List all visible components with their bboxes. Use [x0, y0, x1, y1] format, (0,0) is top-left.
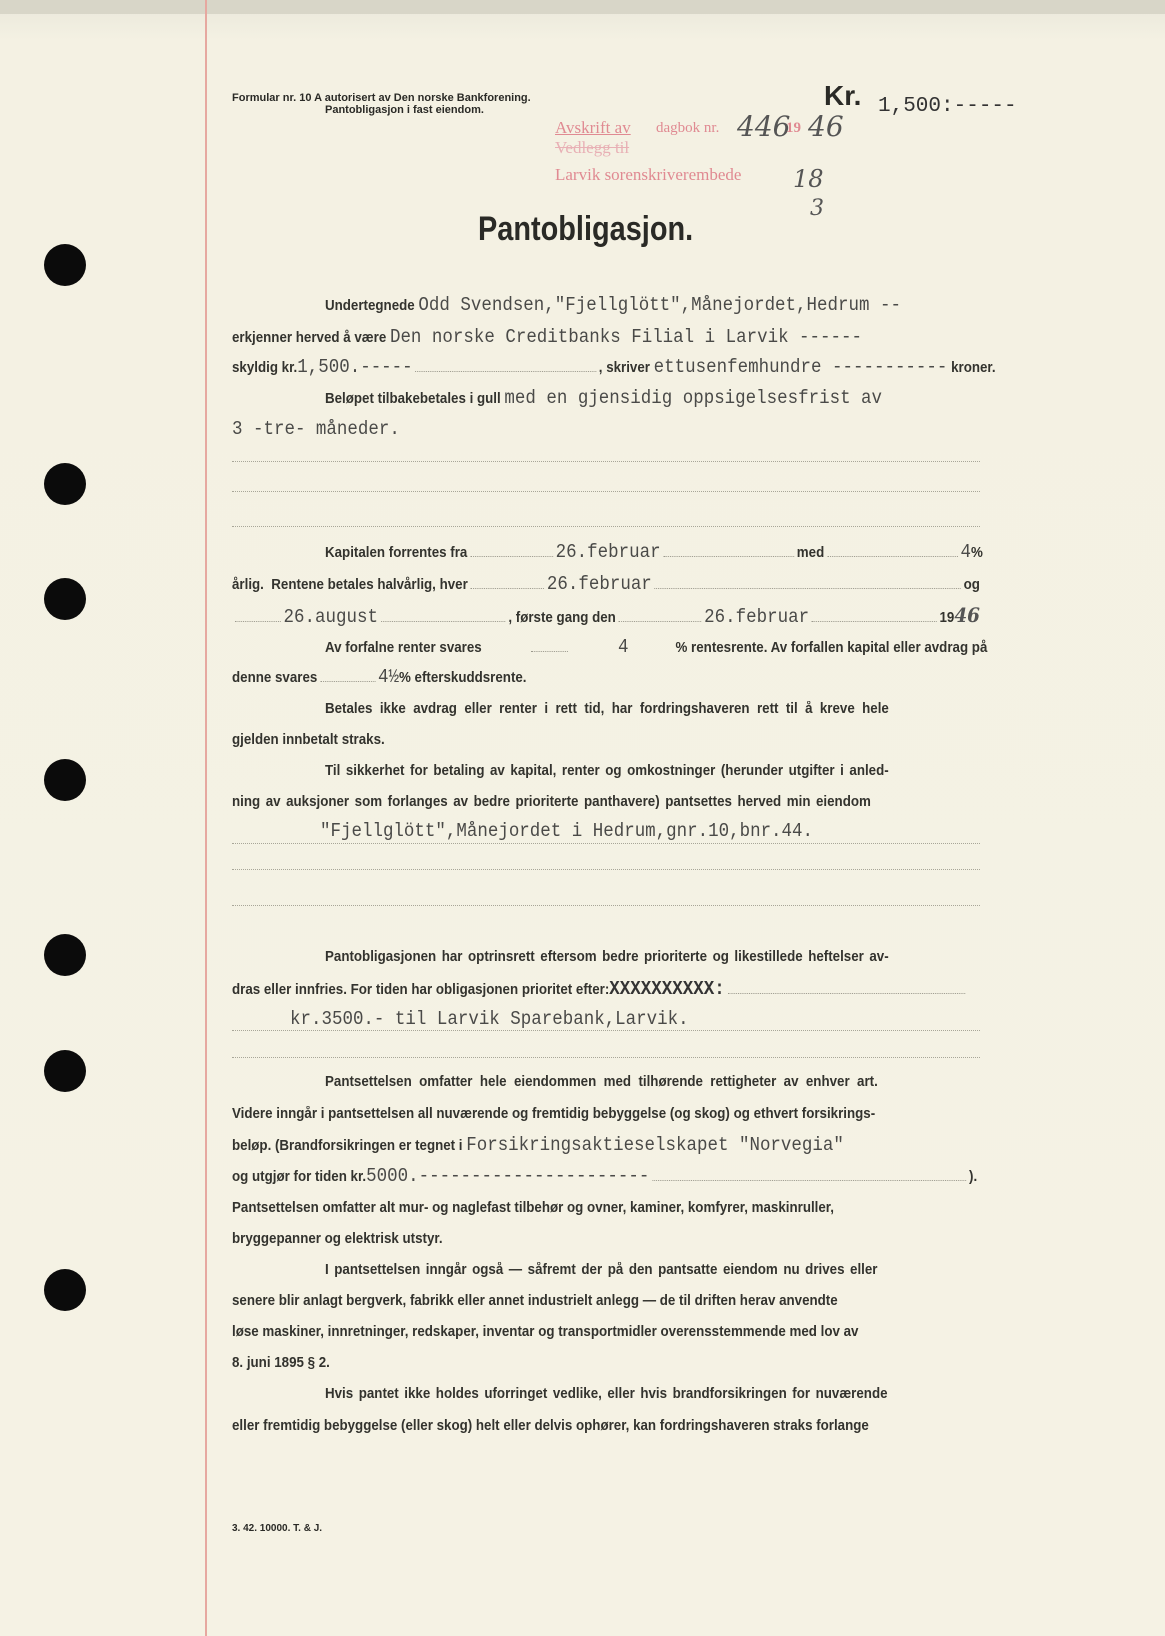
typed-prior-lien: kr.3500.- til Larvik Sparebank,Larvik.	[290, 1008, 689, 1030]
stamp-office: Larvik sorenskriverembede	[555, 165, 742, 184]
label: , første gang den	[508, 610, 616, 626]
typed-date: 26.august	[283, 606, 378, 628]
scan-edge	[0, 0, 1165, 14]
text-line: senere blir anlagt bergverk, fabrikk eller annet industrielt anlegg — de til driften herav anvendte	[232, 1293, 838, 1309]
punch-hole	[44, 759, 86, 801]
label: Rentene betales halvårlig, hver	[271, 577, 468, 593]
label: beløp. (Brandforsikringen er tegnet i	[232, 1138, 463, 1154]
label: skyldig kr.	[232, 360, 298, 376]
date-note-bottom: 3	[810, 196, 824, 221]
label: med	[796, 545, 825, 561]
blank-line	[232, 843, 980, 844]
blank-line	[232, 1030, 980, 1031]
punch-hole	[44, 934, 86, 976]
typed-insurer: Forsikringsaktieselskapet "Norvegia"	[466, 1134, 844, 1156]
line-erkjenner	[232, 325, 1014, 349]
label: 19	[939, 610, 955, 626]
form-line-1: Formular nr. 10 A autorisert av Den norske Bankforening.	[232, 92, 531, 104]
label: % efterskuddsrente.	[398, 670, 527, 686]
blank-line	[232, 461, 980, 462]
text-line: Hvis pantet ikke holdes uforringet vedlike, eller hvis brandforsikringen for nuværende	[325, 1386, 888, 1402]
typed-value: Odd Svendsen,"Fjellglött",Månejordet,Hedrum --	[418, 294, 901, 316]
label: årlig.	[232, 577, 264, 593]
line-brandforsikring	[232, 1133, 844, 1157]
typed-date: 26.februar	[546, 573, 652, 595]
text-line: Pantsettelsen omfatter hele eiendommen med tilhørende rettigheter av enhver art.	[325, 1074, 878, 1090]
text-line: bryggepanner og elektrisk utstyr.	[232, 1231, 443, 1247]
typed-notice-period: 3 -tre- måneder.	[232, 418, 400, 440]
page-title: Pantobligasjon.	[478, 210, 694, 248]
typed-value: Den norske Creditbanks Filial i Larvik ------	[389, 326, 862, 348]
typed-amount: 1,500.-----	[297, 356, 413, 378]
label: Beløpet tilbakebetales i gull	[325, 391, 501, 407]
label: og utgjør for tiden kr.	[232, 1169, 367, 1185]
stamp-vedlegg: Vedlegg til	[555, 138, 630, 157]
label: Av forfalne renter svares	[325, 640, 482, 656]
text-line: løse maskiner, innretninger, redskaper, inventar og transportmidler overensstemmende med lov av	[232, 1324, 859, 1340]
typed-struck-out: XXXXXXXXXX:	[609, 978, 725, 1000]
line-undertegnede	[325, 293, 997, 317]
year-suffix: 46	[808, 110, 844, 143]
label: kroner.	[951, 360, 996, 376]
punch-hole	[44, 1269, 86, 1311]
label: denne svares	[232, 670, 318, 686]
year-prefix: 19	[786, 120, 801, 136]
typed-date: 26.februar	[555, 541, 661, 563]
kr-amount: 1,500:-----	[878, 95, 1017, 118]
text-line: eller fremtidig bebyggelse (eller skog) helt eller delvis ophører, kan fordringshaveren straks forlange	[232, 1418, 869, 1434]
typed-insured-amount: 5000.----------------------	[366, 1165, 650, 1187]
blank-line	[232, 491, 980, 492]
label: Undertegnede	[325, 298, 415, 314]
typed-property: "Fjellglött",Månejordet i Hedrum,gnr.10,bnr.44.	[320, 820, 814, 842]
line-prioritet	[232, 977, 968, 1001]
line-kapitalen	[325, 540, 983, 564]
typed-date: 26.februar	[704, 606, 810, 628]
blank-line	[232, 1057, 980, 1058]
print-code: 3. 42. 10000. T. & J.	[232, 1523, 323, 1534]
punch-hole	[44, 578, 86, 620]
text-line: Betales ikke avdrag eller renter i rett tid, har fordringshaveren rett til å kreve hele	[325, 701, 889, 717]
text-line: gjelden innbetalt straks.	[232, 732, 385, 748]
text-line: I pantsettelsen inngår også — såfremt der på den pantsatte eiendom nu drives eller	[325, 1262, 878, 1278]
typed-value: med en gjensidig oppsigelsesfrist av	[504, 387, 883, 409]
stamp-avskrift: Avskrift av	[555, 118, 631, 137]
label: , skriver	[598, 360, 650, 376]
date-note-top: 18	[793, 165, 824, 193]
typed-rate: 4	[618, 636, 629, 658]
label: dras eller innfries. For tiden har obligasjonen prioritet efter:	[232, 982, 610, 998]
label: % rentesrente. Av forfallen kapital eller avdrag på	[675, 640, 988, 656]
line-utgjor	[232, 1164, 977, 1188]
line-arlig	[232, 572, 980, 596]
label: erkjenner herved å være	[232, 330, 387, 346]
text-line: Pantsettelsen omfatter alt mur- og naglefast tilbehør og ovner, kaminer, komfyrer, maskinruller,	[232, 1200, 834, 1216]
blank-line	[232, 869, 980, 870]
punch-hole	[44, 1050, 86, 1092]
punch-hole	[44, 463, 86, 505]
line-belopet	[325, 386, 1061, 410]
label: %	[970, 545, 983, 561]
text-line: ning av auksjoner som forlanges av bedre prioriterte panthavere) pantsettes herved min eiendom	[232, 794, 871, 810]
dagbok-number: 446	[737, 110, 791, 143]
label: Kapitalen forrentes fra	[325, 545, 468, 561]
blank-line	[232, 905, 980, 906]
blank-line	[232, 526, 980, 527]
line-skyldig	[232, 355, 996, 379]
label: og	[963, 577, 980, 593]
kr-label: Kr.	[824, 80, 862, 111]
typed-rate: 4½	[378, 666, 399, 688]
label: ).	[969, 1169, 978, 1185]
stamp-dagbok: dagbok nr.	[656, 120, 720, 136]
typed-rate: 4	[960, 541, 971, 563]
typed-amount-words: ettusenfemhundre -----------	[653, 356, 948, 378]
punch-hole	[44, 244, 86, 286]
text-line: Til sikkerhet for betaling av kapital, renter og omkostninger (herunder utgifter i anled-	[325, 763, 889, 779]
line-forfalne	[325, 635, 987, 659]
line-forste-gang	[232, 603, 980, 627]
handwritten-year: 46	[954, 603, 980, 627]
line-denne-svares	[232, 665, 527, 689]
text-line: Pantobligasjonen har optrinsrett eftersom bedre prioriterte og likestillede heftelser av-	[325, 949, 889, 965]
form-line-2: Pantobligasjon i fast eiendom.	[325, 104, 484, 116]
text-line: Videre inngår i pantsettelsen all nuværende og fremtidig bebyggelse (og skog) og ethvert forsikrings-	[232, 1106, 876, 1122]
text-line: 8. juni 1895 § 2.	[232, 1355, 330, 1371]
margin-line	[205, 0, 207, 1636]
